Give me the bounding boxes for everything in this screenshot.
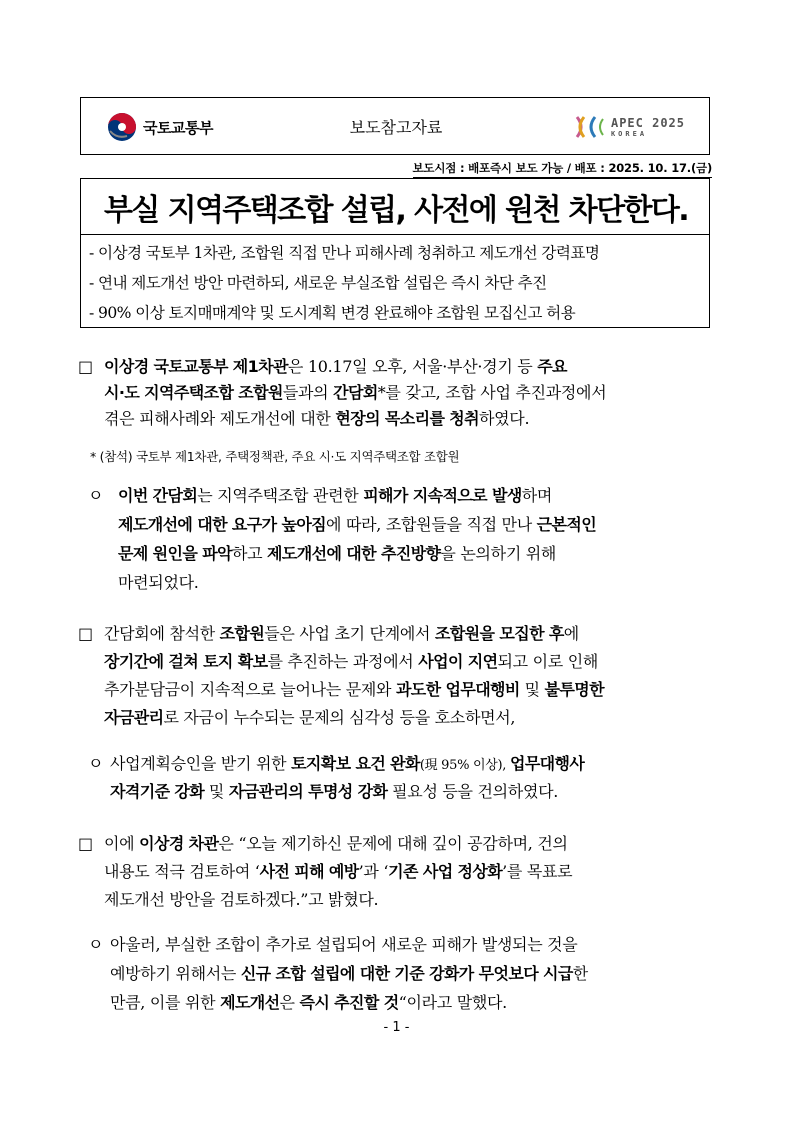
box-bullet: □ [78, 624, 93, 643]
p3-line-1: 간담회에 참석한 조합원들은 사업 초기 단계에서 조합원을 모집한 후에 [104, 624, 579, 643]
box-bullet: □ [78, 834, 93, 853]
p6-line-3: 만큼, 이를 위한 제도개선은 즉시 추진할 것“이라고 말했다. [110, 993, 507, 1012]
p3-line-2: 장기간에 걸쳐 토지 확보를 추진하는 과정에서 사업이 지연되고 이로 인해 [104, 652, 599, 671]
p3-line-3: 추가분담금이 지속적으로 늘어나는 문제와 과도한 업무대행비 및 불투명한 [104, 680, 604, 699]
p1-line-2: 시·도 지역주택조합 조합원들과의 간담회*를 갖고, 조합 사업 추진과정에서 [104, 383, 607, 402]
p2-line-3: 문제 원인을 파악하고 제도개선에 대한 추진방향을 논의하기 위해 [118, 544, 557, 563]
header-box [80, 97, 710, 155]
apec-subtitle: KOREA [610, 129, 648, 138]
subtitle-2: - 연내 제도개선 방안 마련하되, 새로운 부실조합 설립은 즉시 차단 추진 [89, 274, 547, 292]
p2-line-1: 이번 간담회는 지역주택조합 관련한 피해가 지속적으로 발생하며 [118, 486, 553, 505]
page-number: - 1 - [383, 1020, 410, 1035]
p6-line-1: 아울러, 부실한 조합이 추가로 설립되어 새로운 피해가 발생되는 것을 [110, 935, 578, 954]
apec-mark-icon [573, 113, 607, 141]
p1-footnote: * (참석) 국토부 제1차관, 주택정책관, 주요 시·도 지역주택조합 조합원 [90, 449, 460, 464]
subtitle-1: - 이상경 국토부 1차관, 조합원 직접 만나 피해사례 청취하고 제도개선 강력표명 [89, 244, 600, 262]
subtitle-3: - 90% 이상 토지매매계약 및 도시계획 변경 완료해야 조합원 모집신고 허용 [89, 304, 576, 322]
title-divider [81, 234, 709, 235]
box-bullet: □ [78, 357, 93, 376]
apec-logo [573, 110, 685, 144]
p3-line-4: 자금관리로 자금이 누수되는 문제의 심각성 등을 호소하면서, [104, 708, 516, 727]
p5-line-3: 제도개선 방안을 검토하겠다.”고 밝혔다. [104, 890, 379, 909]
doc-type: 보도참고자료 [349, 118, 443, 137]
apec-title: APEC 2025 [610, 115, 685, 130]
p1-line-1: 이상경 국토교통부 제1차관은 10.17일 오후, 서울·부산·경기 등 주요 [104, 357, 567, 376]
release-line: 보도시점 : 배포즉시 보도 가능 / 배포 : 2025. 10. 17.(금) [413, 160, 713, 178]
p5-line-2: 내용도 적극 검토하여 ‘사전 피해 예방’과 ‘기존 사업 정상화’를 목표로 [104, 862, 573, 881]
p1-line-3: 겪은 피해사례와 제도개선에 대한 현장의 목소리를 청취하였다. [104, 409, 530, 428]
circle-bullet: ㅇ [88, 754, 104, 773]
p4-line-1: 사업계획승인을 받기 위한 토지확보 요건 완화(現 95% 이상), 업무대행사 [110, 754, 585, 773]
p6-line-2: 예방하기 위해서는 신규 조합 설립에 대한 기준 강화가 무엇보다 시급한 [110, 964, 588, 983]
circle-bullet: ㅇ [88, 486, 104, 505]
circle-bullet: ㅇ [88, 935, 104, 954]
p2-line-2: 제도개선에 대한 요구가 높아짐에 따라, 조합원들을 직접 만나 근본적인 [118, 515, 597, 534]
p4-line-2: 자격기준 강화 및 자금관리의 투명성 강화 필요성 등을 건의하였다. [110, 782, 559, 801]
p2-line-4: 마련되었다. [118, 573, 199, 592]
ministry-name: 국토교통부 [143, 118, 213, 137]
title-box [80, 178, 710, 328]
main-title: 부실 지역주택조합 설립, 사전에 원천 차단한다. [103, 193, 689, 228]
p5-line-1: 이에 이상경 차관은 “오늘 제기하신 문제에 대해 깊이 공감하며, 건의 [104, 834, 568, 853]
